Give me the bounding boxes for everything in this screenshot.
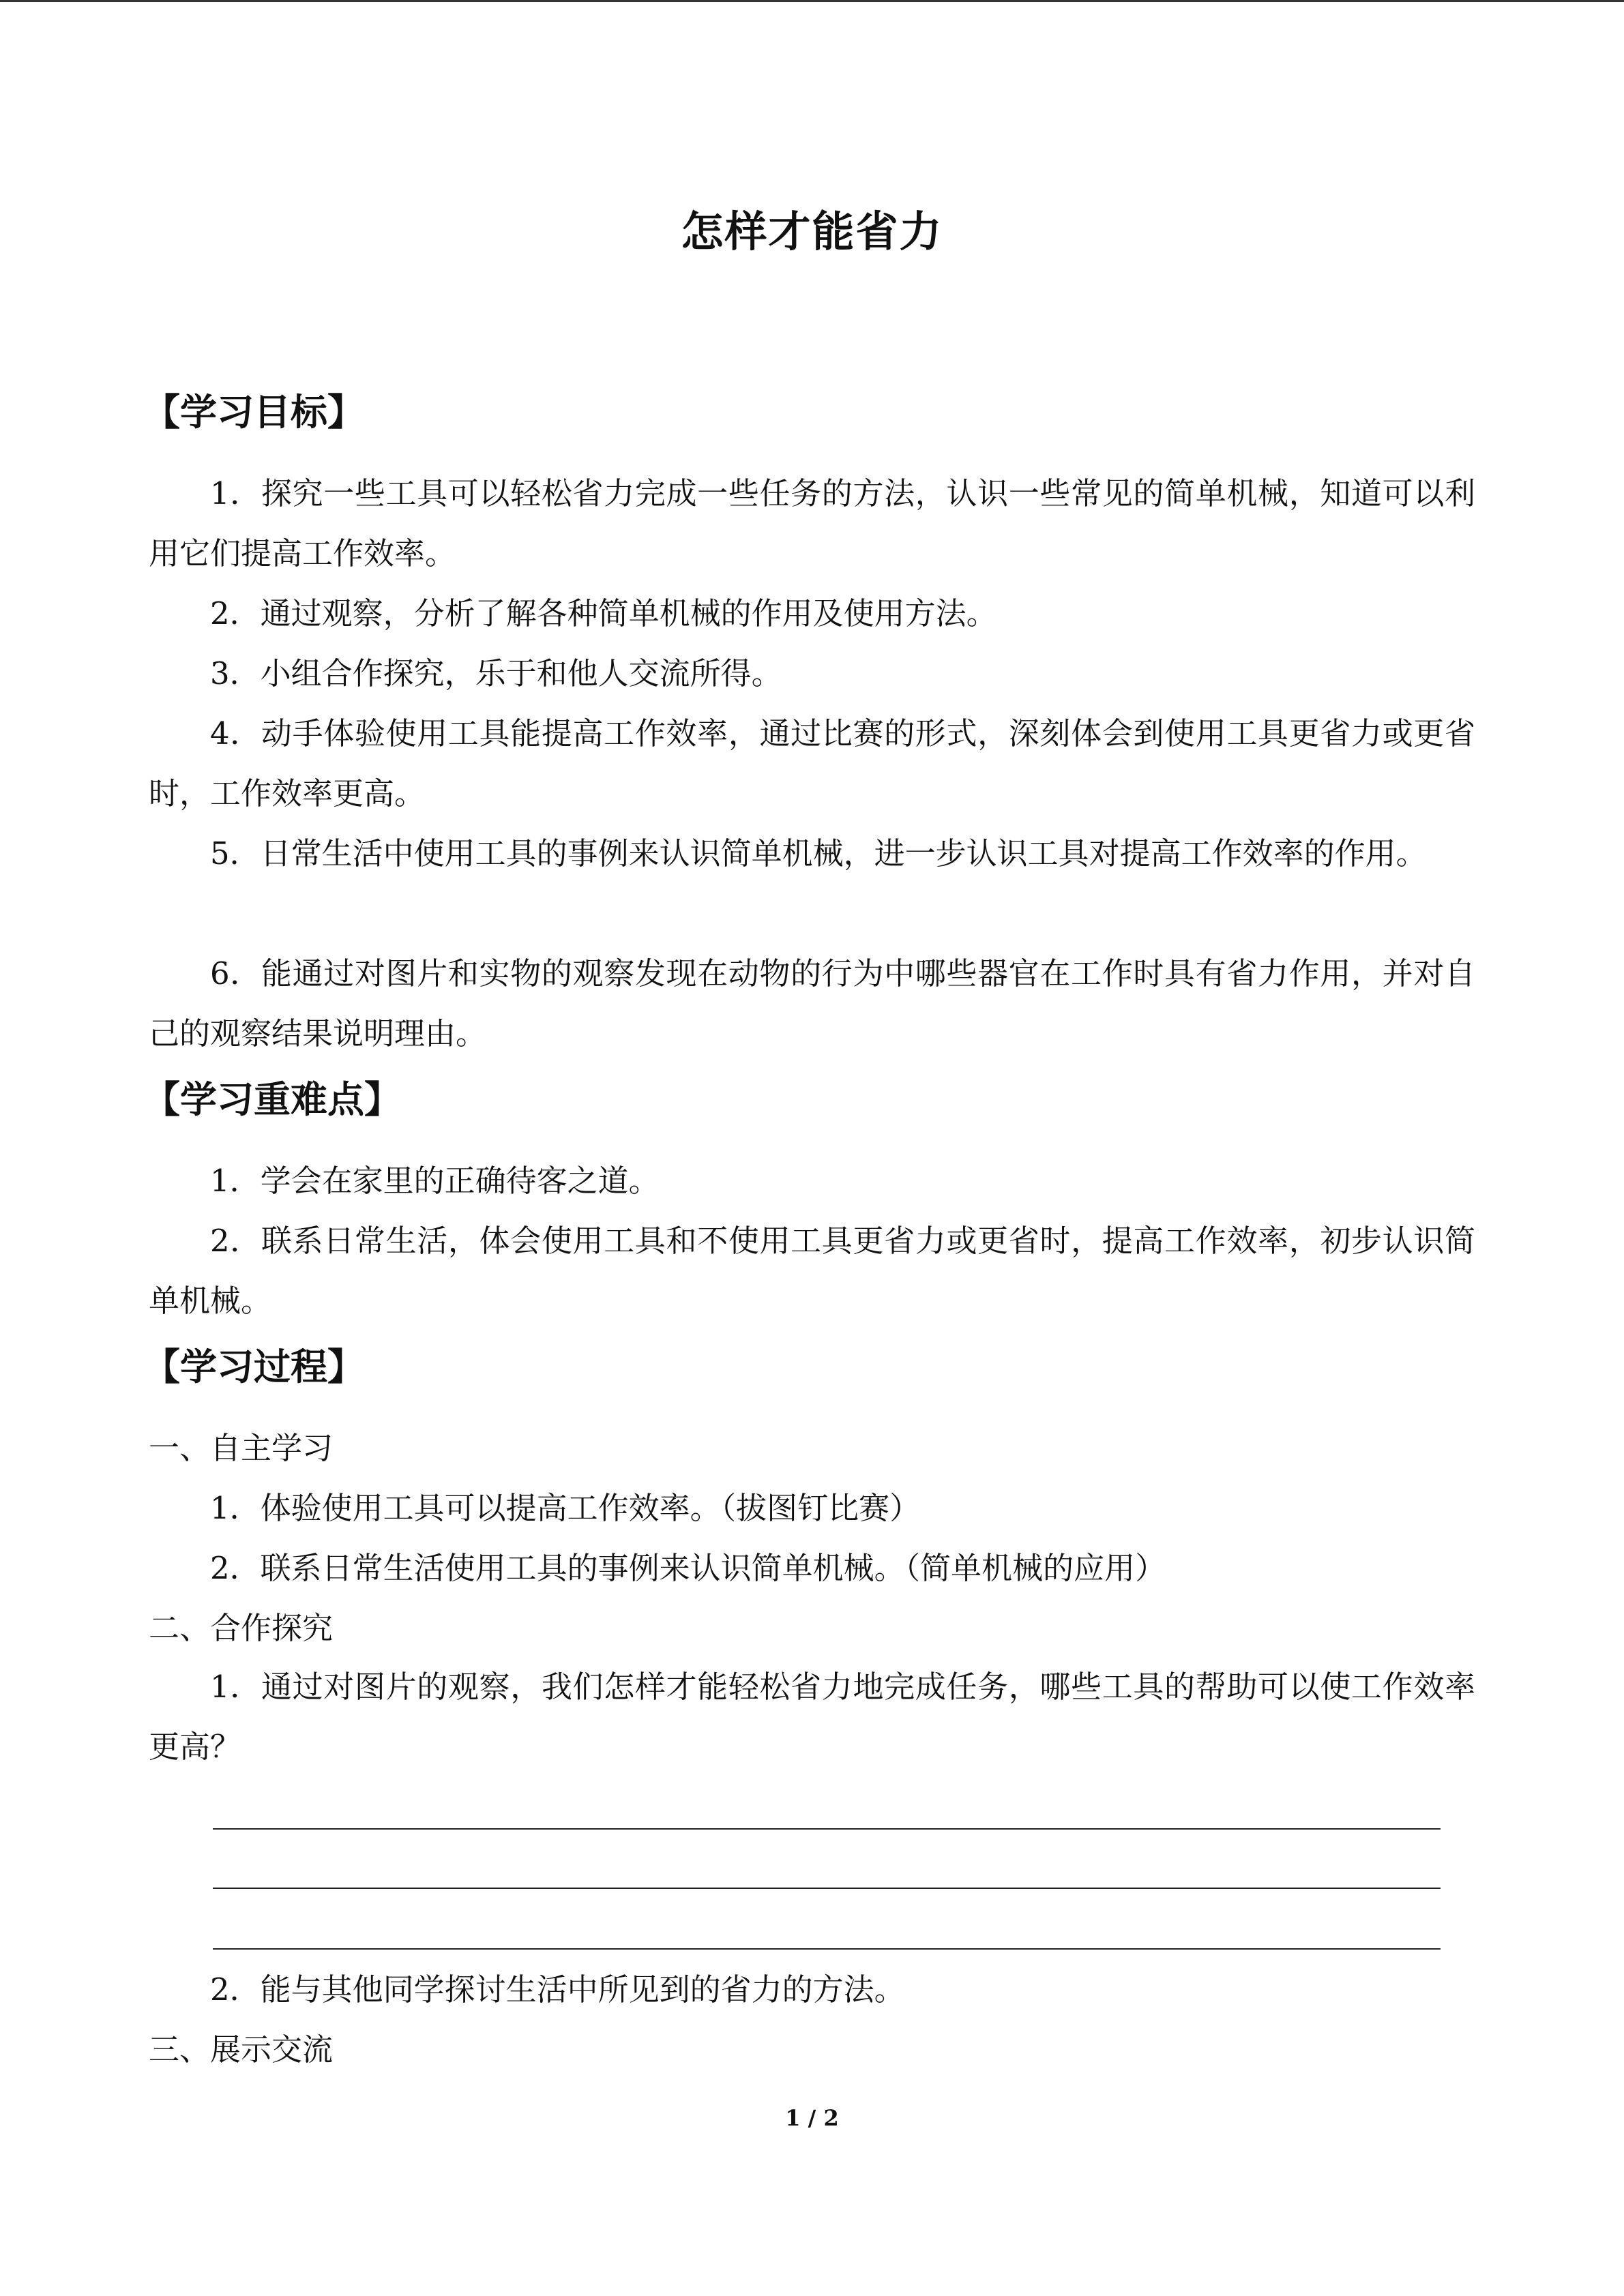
self-study-item-1: 1．体验使用工具可以提高工作效率。（拔图钉比赛） (210, 1490, 921, 1526)
page-title: 怎样才能省力 (681, 207, 943, 256)
goal-item-3: 3．小组合作探究，乐于和他人交流所得。 (210, 655, 782, 691)
self-study-item-2: 2．联系日常生活使用工具的事例来认识简单机械。（简单机械的应用） (210, 1550, 1166, 1586)
cooperation-question-2: 2．能与其他同学探讨生活中所见到的省力的方法。 (210, 1971, 905, 2008)
section-heading-key-points: 【学习重难点】 (143, 1078, 401, 1121)
goal-item-4: 4．动手体验使用工具能提高工作效率，通过比赛的形式，深刻体会到使用工具更省力或更省时，工作效率更高。 (149, 715, 1475, 811)
answer-line-1[interactable] (213, 1828, 1441, 1830)
section-heading-goals: 【学习目标】 (143, 391, 364, 434)
goal-item-1: 1．探究一些工具可以轻松省力完成一些任务的方法，认识一些常见的简单机械，知道可以利用它们提高工作效率。 (149, 475, 1475, 571)
answer-line-3[interactable] (213, 1948, 1441, 1950)
cooperation-question-1: 1．通过对图片的观察，我们怎样才能轻松省力地完成任务，哪些工具的帮助可以使工作效率更高？ (149, 1669, 1475, 1765)
goal-item-2: 2．通过观察，分析了解各种简单机械的作用及使用方法。 (210, 595, 997, 631)
goal-item-6: 6．能通过对图片和实物的观察发现在动物的行为中哪些器官在工作时具有省力作用，并对自己的观察结果说明理由。 (149, 955, 1475, 1052)
top-border-line (0, 0, 1624, 2)
goal-item-5: 5．日常生活中使用工具的事例来认识简单机械，进一步认识工具对提高工作效率的作用。 (210, 835, 1427, 871)
answer-line-2[interactable] (213, 1888, 1441, 1889)
self-study-label: 一、自主学习 (149, 1430, 334, 1466)
key-point-item-2: 2．联系日常生活，体会使用工具和不使用工具更省力或更省时，提高工作效率，初步认识简单机械。 (149, 1223, 1475, 1319)
showcase-label: 三、展示交流 (149, 2031, 334, 2068)
section-heading-process: 【学习过程】 (143, 1345, 364, 1388)
cooperation-label: 二、合作探究 (149, 1610, 334, 1646)
page-number: 1 / 2 (785, 2105, 839, 2131)
key-point-item-1: 1．学会在家里的正确待客之道。 (210, 1163, 660, 1199)
